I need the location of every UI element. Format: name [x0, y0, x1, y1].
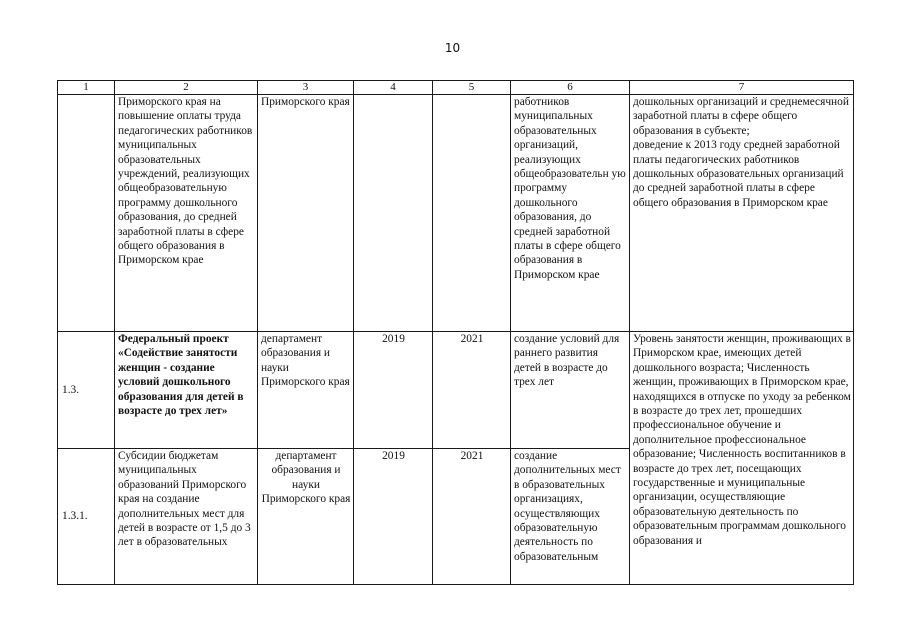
cell-number: 1.3.1.	[58, 449, 115, 585]
header-col-4: 4	[354, 81, 433, 95]
cell-start-year: 2019	[354, 332, 433, 449]
cell-number	[58, 95, 115, 332]
cell-indicator: дошкольных организаций и среднемесячной заработной платы в сфере общего образования в субъекте; доведение к 2013 году средней заработной платы педагогических работников дошкольных образовательных организаций до средней заработной платы в сфере общего образования в Приморском крае	[630, 95, 854, 332]
header-col-2: 2	[115, 81, 258, 95]
header-col-3: 3	[258, 81, 354, 95]
table-row	[58, 95, 854, 332]
cell-start-year: 2019	[354, 449, 433, 585]
cell-activity-name: Приморского края на повышение оплаты труда педагогических работников муниципальных образовательных учреждений, реализующих общеобразовательную программу дошкольного образования, до средней заработной платы в сфере общего образования в Приморском крае	[115, 95, 258, 332]
cell-indicator: Уровень занятости женщин, проживающих в Приморском крае, имеющих детей дошкольного возраста; Численность женщин, проживающих в Приморском крае, находящихся в отпуске по уходу за ребенком в возрасте до трех лет, прошедших профессиональное обучение и дополнительное профессиональное образование; Численность воспитанников в возрасте до трех лет, посещающих государственные и муниципальные организации, осуществляющие образовательную деятельность по образовательным программам дошкольного образования и	[630, 332, 854, 585]
cell-end-year	[433, 95, 511, 332]
cell-activity-name: Федеральный проект «Содействие занятости женщин - создание условий дошкольного образования для детей в возрасте до трех лет»	[115, 332, 258, 449]
cell-end-year: 2021	[433, 449, 511, 585]
cell-number: 1.3.	[58, 332, 115, 449]
header-col-6: 6	[511, 81, 630, 95]
table-row	[58, 332, 854, 449]
page-number: 10	[444, 41, 461, 55]
header-col-1: 1	[58, 81, 115, 95]
cell-executor: Приморского края	[258, 95, 354, 332]
cell-result: создание условий для раннего развития детей в возрасте до трех лет	[511, 332, 630, 449]
cell-end-year: 2021	[433, 332, 511, 449]
cell-result: создание дополнительных мест в образовательных организациях, осуществляющих образовательную деятельность по образовательным	[511, 449, 630, 585]
header-col-5: 5	[433, 81, 511, 95]
cell-start-year	[354, 95, 433, 332]
cell-executor: департамент образования и науки Приморского края	[258, 449, 354, 585]
cell-executor: департамент образования и науки Приморского края	[258, 332, 354, 449]
header-col-7: 7	[630, 81, 854, 95]
table-header-row	[58, 81, 854, 95]
cell-activity-name: Субсидии бюджетам муниципальных образований Приморского края на создание дополнительных мест для детей в возрасте от 1,5 до 3 лет в образовательных	[115, 449, 258, 585]
program-table	[57, 80, 854, 585]
cell-result: работников муниципальных образовательных организаций, реализующих общеобразовательн ую программу дошкольного образования, до средней заработной платы в сфере общего образования в Приморском крае	[511, 95, 630, 332]
